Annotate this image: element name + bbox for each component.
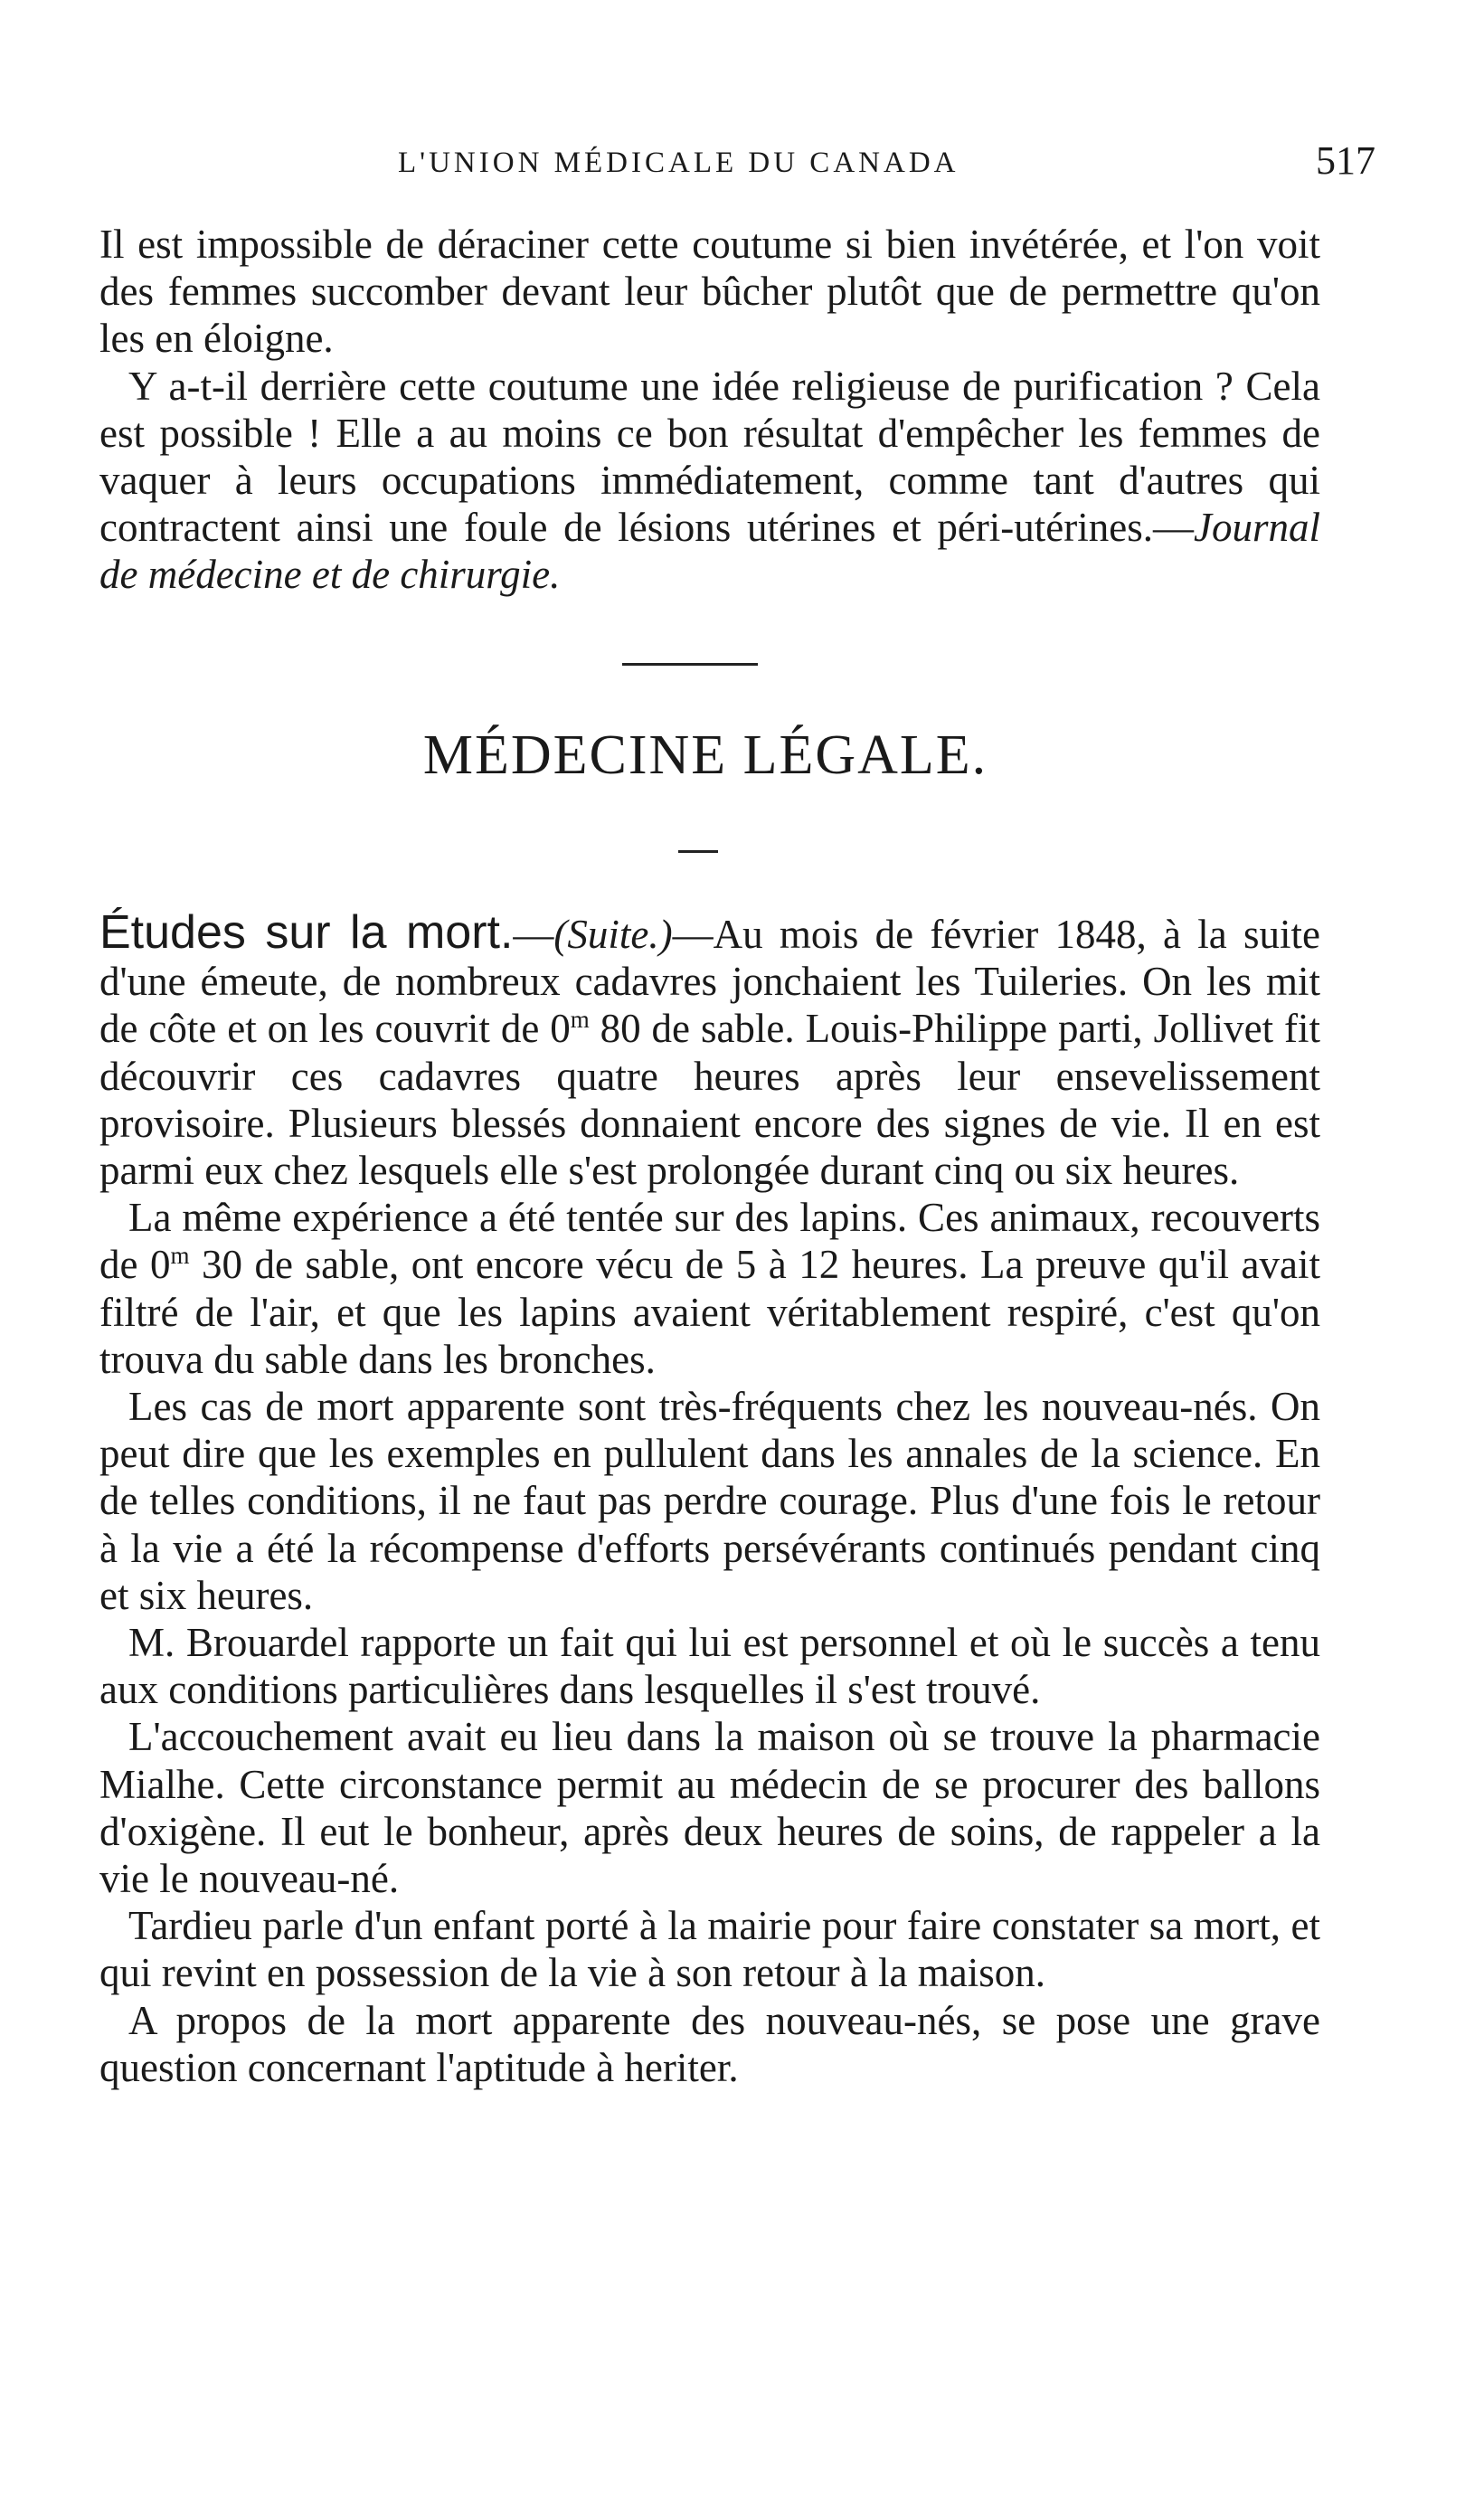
paragraph-text: 30 de sable, ont encore vécu de 5 à 12 heures. La preuve qu'il avait filtré de l'air, et que les lapins avaient véritablement respiré, c'est qu'on trouva du sable dans les bronches. xyxy=(99,1242,1320,1382)
title-divider xyxy=(678,850,718,853)
article-subhead: Études sur la mort. xyxy=(99,906,514,959)
section-divider xyxy=(622,663,758,666)
paragraph: M. Brouardel rapporte un fait qui lui est personnel et où le succès a tenu aux conditions particulières dans lesquelles il s'est trouvé. xyxy=(99,1620,1320,1713)
paragraph xyxy=(99,906,1321,1194)
continuation-note: (Suite.) xyxy=(553,912,673,957)
paragraph-text: La même expérience a été tentée sur des lapins. Ces animaux, recouverts de 0 xyxy=(99,1195,1320,1288)
journal-reference: Journal de médecine et de chirurgie. xyxy=(99,505,1320,598)
paragraph: A propos de la mort apparente des nouveau-nés, se pose une grave question concernant l'aptitude à heriter. xyxy=(99,1997,1320,2090)
paragraph xyxy=(99,363,1320,599)
running-title: L'UNION MÉDICALE DU CANADA xyxy=(398,147,959,179)
paragraph-text: —Au mois de février 1848, à la suite d'une émeute, de nombreux cadavres jonchaient les Tuileries. On les mit de côte et on les couvrit de 0 xyxy=(99,912,1321,1052)
paragraph-text: 80 de sable. Louis-Philippe parti, Jollivet fit découvrir ces cadavres quatre heures après leur ensevelissement provisoire. Plusieurs blessés donnaient encore des signes de vie. Il en est parmi eux chez lesquels elle s'est prolongée durant cinq ou six heures. xyxy=(99,1006,1320,1194)
unit-superscript: m xyxy=(170,1242,190,1270)
paragraph: Les cas de mort apparente sont très-fréquents chez les nouveau-nés. On peut dire que les exemples en pullulent dans les annales de la science. En de telles conditions, il ne faut pas perdre courage. Plus d'une fois le retour à la vie a été la récompense d'efforts persévérants continués pendant cinq et six heures. xyxy=(99,1384,1320,1618)
running-head xyxy=(99,137,1375,192)
paragraph: Il est impossible de déraciner cette coutume si bien invétérée, et l'on voit des femmes succomber devant leur bûcher plutôt que de permettre qu'on les en éloigne. xyxy=(99,222,1320,362)
article-text xyxy=(99,906,1321,2091)
unit-superscript: m xyxy=(570,1006,590,1034)
paragraph: L'accouchement avait eu lieu dans la maison où se trouve la pharmacie Mialhe. Cette circonstance permit au médecin de se procurer des ballons d'oxigène. Il eut le bonheur, après deux heures de soins, de rappeler a la vie le nouveau-né. xyxy=(99,1714,1320,1902)
paragraph: Tardieu parle d'un enfant porté à la mairie pour faire constater sa mort, et qui revint en possession de la vie à son retour à la maison. xyxy=(99,1903,1320,1996)
intro-text xyxy=(99,221,1320,599)
paragraph-text: Y a-t-il derrière cette coutume une idée religieuse de purification ? Cela est possible ! Elle a au moins ce bon résultat d'empêcher les femmes de vaquer à leurs occupations immédiatement, comme tant d'autres qui contractent ainsi une foule de lésions utérines et péri-utérines.— xyxy=(99,363,1320,551)
section-title: MÉDECINE LÉGALE. xyxy=(422,724,988,786)
paragraph xyxy=(99,1194,1320,1383)
dash: — xyxy=(513,912,554,957)
page-number: 517 xyxy=(1316,138,1375,183)
